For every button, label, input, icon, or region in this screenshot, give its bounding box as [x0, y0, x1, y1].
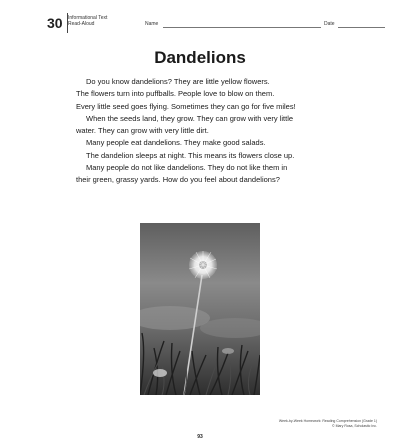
passage-line: water. They can grow with very little dirt. — [76, 126, 209, 136]
passage-line: When the seeds land, they grow. They can grow with very little — [86, 113, 294, 123]
credit-line-1: Week-by-Week Homework: Reading Comprehension (Grade 1) — [278, 419, 377, 423]
passage-line: Do you know dandelions? They are little yellow flowers. — [86, 77, 270, 86]
passage-line: Many people do not like dandelions. They do not like them in — [86, 163, 288, 173]
dandelion-illustration — [140, 223, 260, 395]
page-header — [45, 13, 385, 33]
category-line-2: Read-Aloud — [68, 21, 95, 27]
footer-credit — [253, 419, 377, 428]
date-label: Date — [324, 21, 335, 27]
category-line-1: Informational Text — [68, 15, 108, 21]
worksheet-category — [68, 15, 107, 27]
passage-line: The flowers turn into puffballs. People love to blow on them. — [76, 89, 275, 99]
passage-line: The dandelion sleeps at night. This means its flowers close up. — [86, 150, 295, 160]
name-field-line — [163, 27, 321, 28]
passage-line: their green, grassy yards. How do you feel about dandelions? — [76, 175, 280, 185]
passage-line: Many people eat dandelions. They make good salads. — [86, 138, 266, 148]
page-title: Dandelions — [154, 48, 246, 67]
name-label: Name — [145, 21, 159, 27]
credit-line-2: © Mary Rosa, Scholastic Inc. — [332, 423, 377, 428]
worksheet-number: 30 — [45, 13, 68, 33]
page-number: 93 — [197, 434, 203, 440]
dandelion-photo — [140, 223, 260, 395]
date-field-line — [338, 27, 385, 28]
passage — [76, 76, 334, 187]
passage-line: Every little seed goes flying. Sometimes they can go for five miles! — [76, 101, 296, 111]
